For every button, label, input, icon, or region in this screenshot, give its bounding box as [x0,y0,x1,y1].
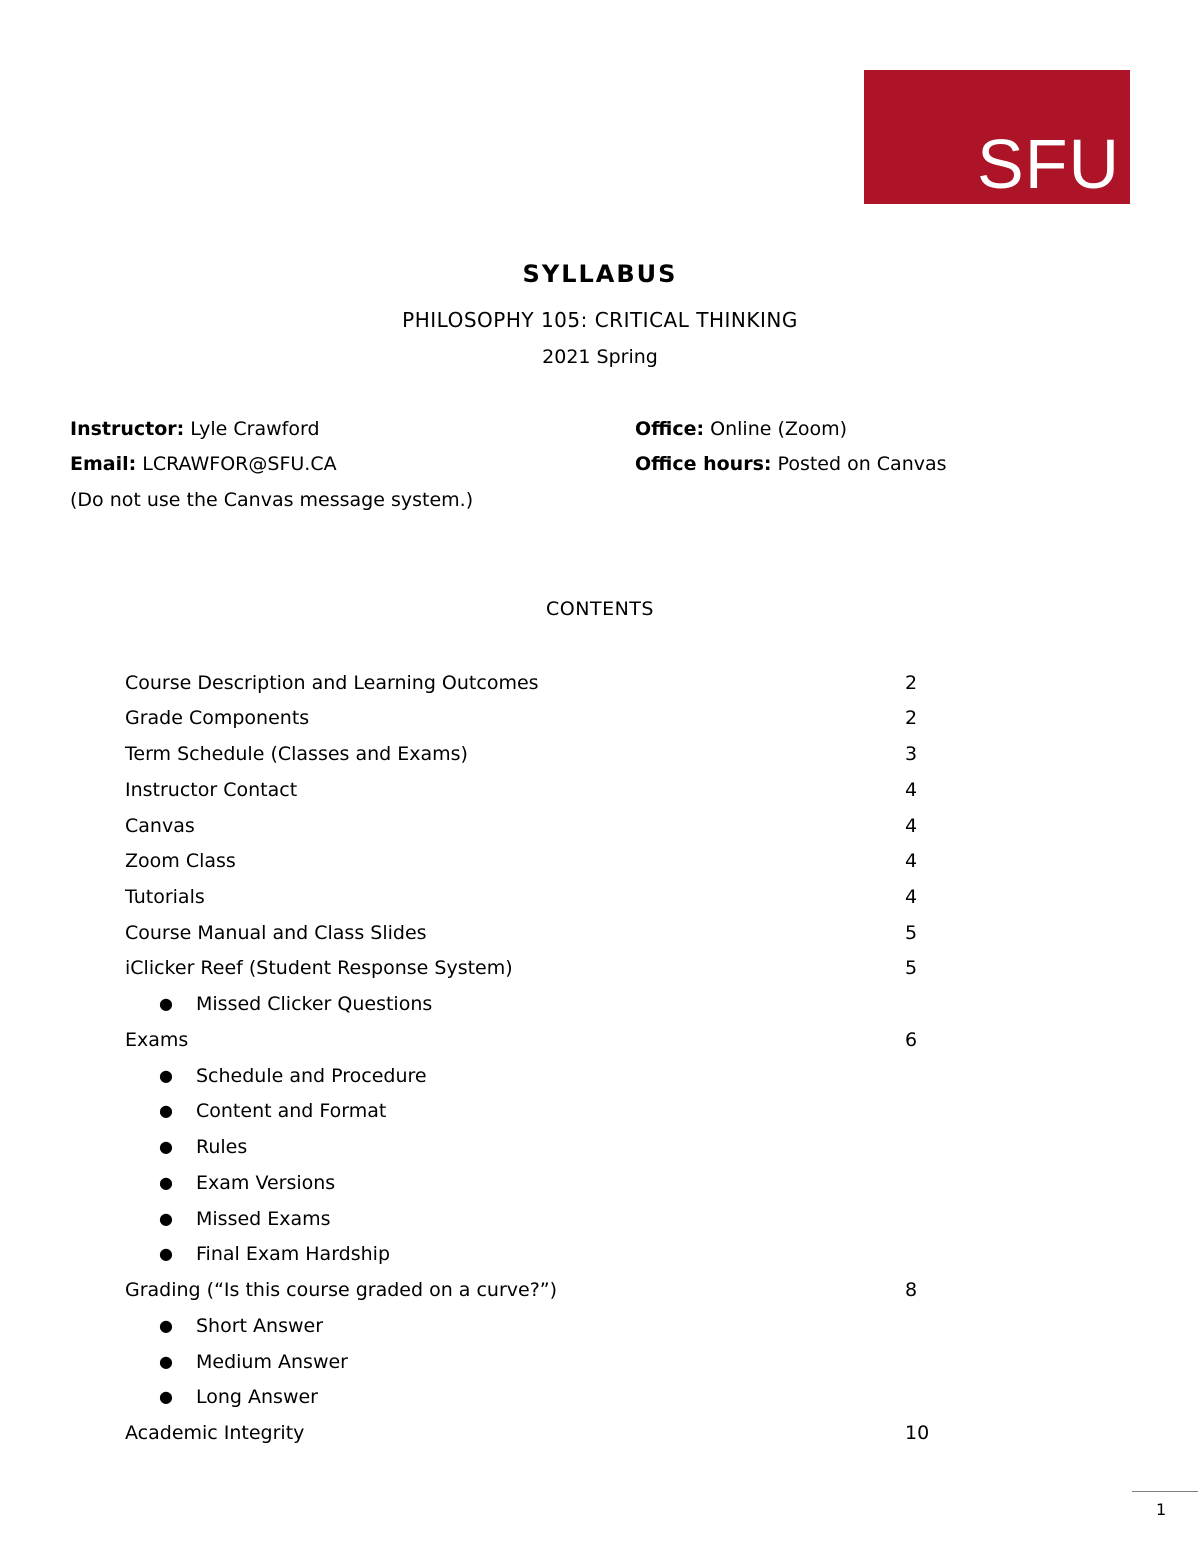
toc-entry-label: Course Description and Learning Outcomes [125,672,539,694]
toc-entry [125,813,945,839]
toc-entry-page: 4 [905,815,918,837]
toc-entry-page: 5 [905,957,918,979]
course-title: PHILOSOPHY 105: CRITICAL THINKING [402,308,798,332]
term: 2021 Spring [542,346,658,368]
email-line [70,451,337,477]
toc-subentry-label: Final Exam Hardship [196,1243,391,1265]
toc-entry [125,955,945,981]
office-value: Online (Zoom) [704,418,848,440]
toc-subentry-label: Short Answer [196,1315,324,1337]
office-label: Office: [635,418,705,440]
office-line [635,416,847,442]
toc-entry [125,1277,945,1303]
sfu-logo-text: SFU [977,125,1120,203]
toc-entry-label: Grade Components [125,707,310,729]
toc-subentry-label: Rules [196,1136,248,1158]
toc-entry [125,1420,945,1446]
page-number: 1 [1156,1500,1167,1519]
toc-entry-label: Tutorials [125,886,205,908]
toc-entry-page: 5 [905,922,918,944]
toc-entry-page: 3 [905,743,918,765]
toc-entry [125,741,945,767]
email-value: LCRAWFOR@SFU.CA [136,453,337,475]
toc-subentry-label: Content and Format [196,1100,387,1122]
toc-entry-page: 4 [905,886,918,908]
instructor-value: Lyle Crawford [184,418,320,440]
toc-entry-label: Canvas [125,815,195,837]
bullet-icon: ● [159,1244,173,1263]
toc-entry-page: 2 [905,707,918,729]
toc-entry-page: 10 [905,1422,930,1444]
toc-entry [125,848,945,874]
toc-subentry-label: Medium Answer [196,1351,348,1373]
toc-entry [125,1027,945,1053]
toc-subentry-label: Exam Versions [196,1172,336,1194]
toc-entry-label: iClicker Reef (Student Response System) [125,957,513,979]
bullet-icon: ● [159,1173,173,1192]
bullet-icon: ● [159,1316,173,1335]
toc-entry [125,705,945,731]
toc-subentry-label: Missed Clicker Questions [196,993,433,1015]
bullet-icon: ● [159,1137,173,1156]
toc-entry-label: Zoom Class [125,850,236,872]
toc-subentry-label: Missed Exams [196,1208,331,1230]
toc-subentry-label: Schedule and Procedure [196,1065,427,1087]
page-title: SYLLABUS [522,260,678,288]
office-hours-value: Posted on Canvas [771,453,947,475]
toc-entry-label: Course Manual and Class Slides [125,922,427,944]
bullet-icon: ● [159,1209,173,1228]
messaging-note: (Do not use the Canvas message system.) [70,489,474,511]
office-hours-line [635,451,947,477]
bullet-icon: ● [159,1066,173,1085]
toc-entry-label: Instructor Contact [125,779,298,801]
office-hours-label: Office hours: [635,453,772,475]
toc-entry-page: 6 [905,1029,918,1051]
toc-entry-page: 4 [905,850,918,872]
toc-entry [125,777,945,803]
toc-entry-page: 2 [905,672,918,694]
toc-entry [125,884,945,910]
toc-entry [125,670,945,696]
toc-entry-page: 4 [905,779,918,801]
toc-entry-label: Grading (“Is this course graded on a curve?”) [125,1279,558,1301]
toc-entry-label: Academic Integrity [125,1422,305,1444]
bullet-icon: ● [159,994,173,1013]
toc-entry-label: Term Schedule (Classes and Exams) [125,743,468,765]
contents-heading: CONTENTS [546,598,654,620]
instructor-line [70,416,320,442]
bullet-icon: ● [159,1101,173,1120]
bullet-icon: ● [159,1352,173,1371]
footer-divider [1132,1491,1198,1492]
instructor-label: Instructor: [70,418,185,440]
toc-subentry-label: Long Answer [196,1386,318,1408]
toc-entry-page: 8 [905,1279,918,1301]
toc-entry-label: Exams [125,1029,189,1051]
email-label: Email: [70,453,137,475]
toc-entry [125,920,945,946]
bullet-icon: ● [159,1387,173,1406]
